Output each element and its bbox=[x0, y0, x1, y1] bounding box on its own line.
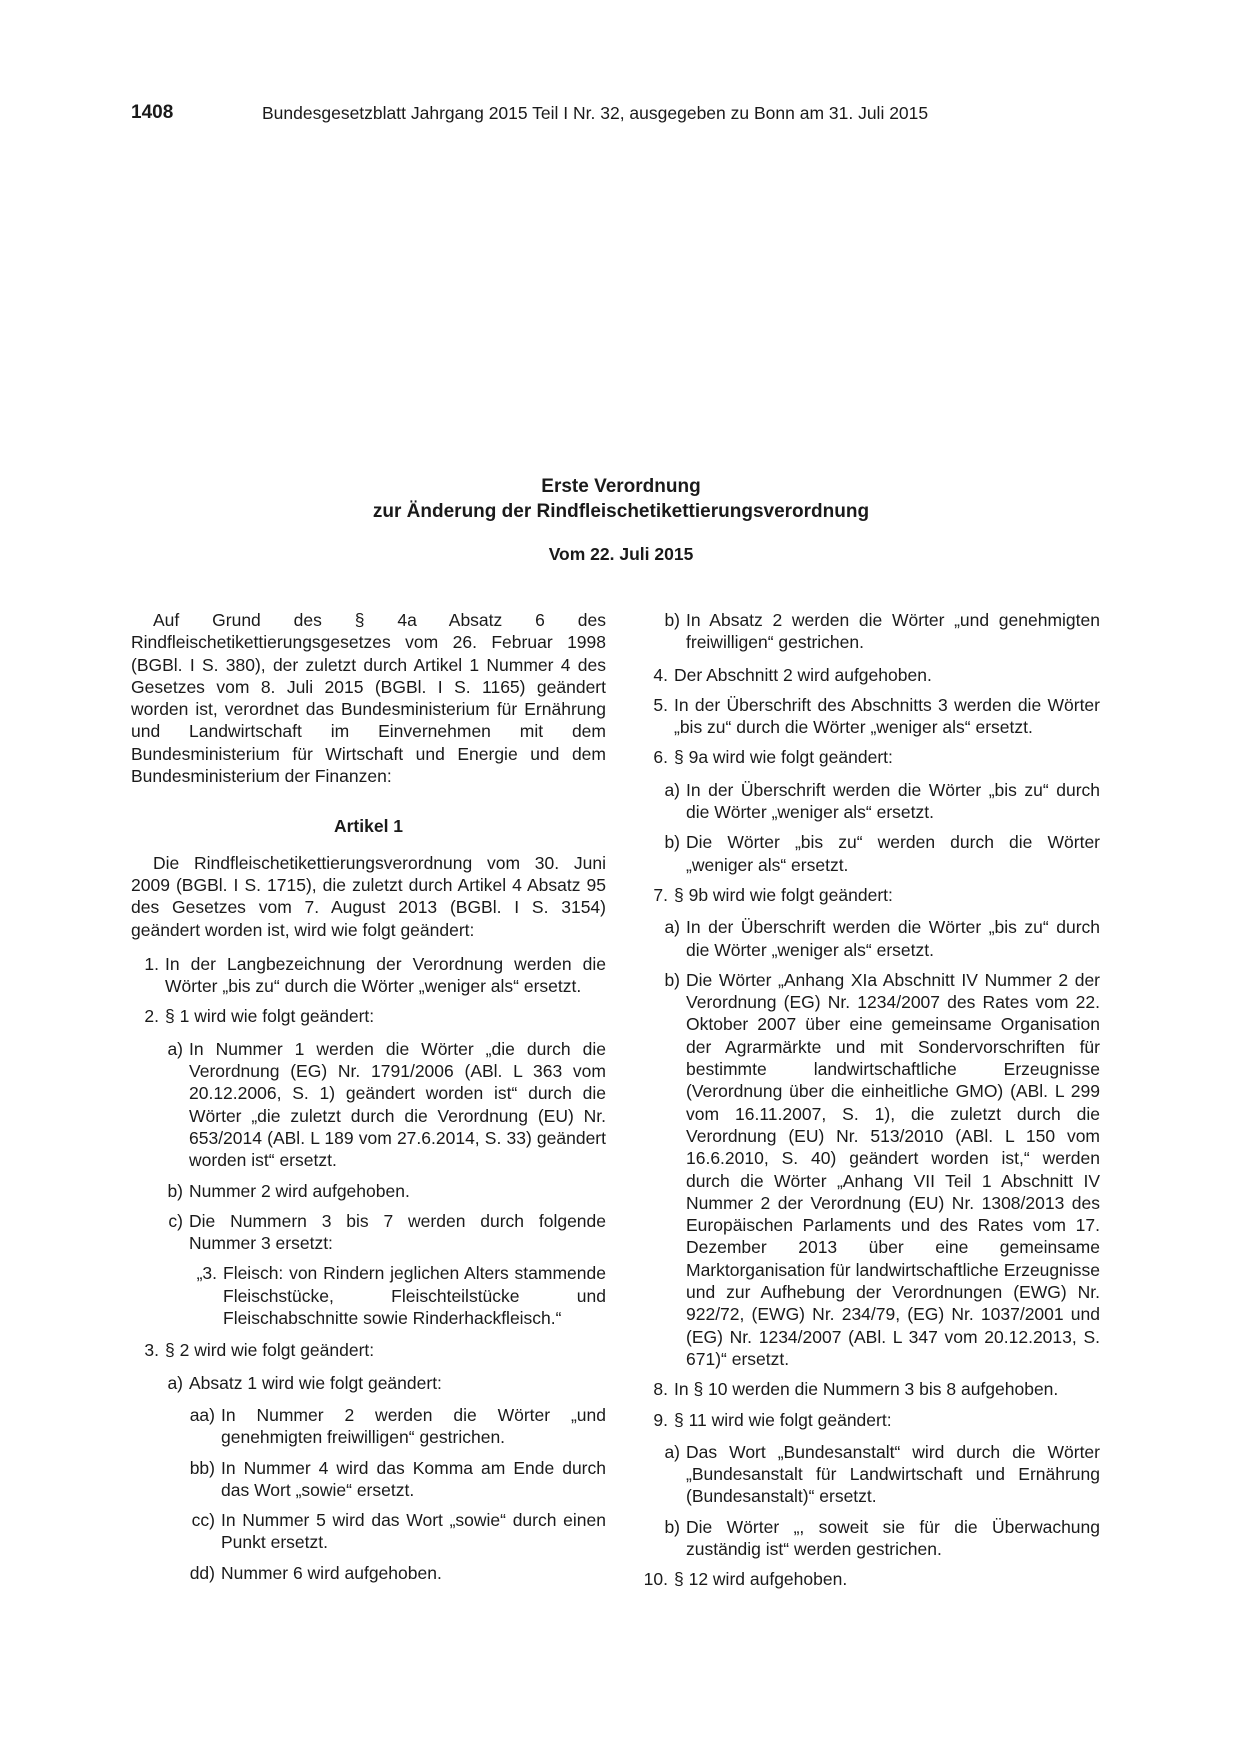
item-label: 1. bbox=[144, 953, 159, 974]
item-text: § 11 wird wie folgt geändert: bbox=[674, 1409, 892, 1430]
item-label: 8. bbox=[653, 1379, 668, 1400]
item-text: Das Wort „Bundesanstalt“ wird durch die Wörter „Bundesanstalt für Landwirtschaft und Ernährung (Bundesanstalt)“ ersetzt. bbox=[686, 1441, 1100, 1507]
item-text: In Nummer 2 werden die Wörter „und genehmigten freiwilligen“ gestrichen. bbox=[221, 1404, 606, 1448]
page-header bbox=[131, 101, 1011, 125]
article-heading: Artikel 1 bbox=[333, 816, 404, 837]
item-label: a) bbox=[664, 917, 680, 938]
document-date: Vom 22. Juli 2015 bbox=[548, 544, 694, 564]
list-item-3a bbox=[165, 1372, 606, 1394]
item-text: Die Nummern 3 bis 7 werden durch folgende Nummer 3 ersetzt: bbox=[189, 1210, 606, 1254]
list-item-10 bbox=[630, 1568, 1100, 1590]
list-item-9 bbox=[630, 1409, 1100, 1431]
item-label: 9. bbox=[653, 1409, 668, 1430]
list-item-6b bbox=[660, 831, 1100, 876]
item-text: In der Überschrift werden die Wörter „bis zu“ durch die Wörter „weniger als“ ersetzt. bbox=[686, 917, 1100, 960]
item-label: b) bbox=[664, 832, 680, 853]
item-text: In der Langbezeichnung der Verordnung werden die Wörter „bis zu“ durch die Wörter „weniger als“ ersetzt. bbox=[165, 953, 606, 997]
preamble: Auf Grund des § 4a Absatz 6 des Rindfleischetikettierungsgesetzes vom 26. Februar 1998 (BGBl. I S. 380), der zuletzt durch Artikel 1 Nummer 4 des Gesetzes vom 8. Juli 2015 (BGBl. I S. 1165) geändert worden ist, verordnet das Bundesministerium für Ernährung und Landwirtschaft im Einvernehmen mit dem Bundesministerium für Wirtschaft und Energie und dem Bundesministerium der Finanzen: bbox=[131, 610, 606, 787]
item-text: § 9a wird wie folgt geändert: bbox=[674, 747, 893, 768]
title-line-1: Erste Verordnung bbox=[541, 476, 701, 497]
item-label: a) bbox=[664, 779, 680, 800]
item-text: Die Wörter „bis zu“ werden durch die Wörter „weniger als“ ersetzt. bbox=[686, 832, 1100, 875]
item-text: In der Überschrift werden die Wörter „bis zu“ durch die Wörter „weniger als“ ersetzt. bbox=[686, 779, 1100, 823]
list-item-2a bbox=[165, 1038, 606, 1172]
item-text: Nummer 6 wird aufgehoben. bbox=[221, 1562, 442, 1583]
item-label: bb) bbox=[189, 1457, 215, 1478]
item-label: 7. bbox=[653, 884, 668, 905]
running-head: Bundesgesetzblatt Jahrgang 2015 Teil I Nr. 32, ausgegeben zu Bonn am 31. Juli 2015 bbox=[262, 103, 929, 123]
item-text: In Nummer 5 wird das Wort „sowie“ durch einen Punkt ersetzt. bbox=[221, 1510, 606, 1553]
item-label: cc) bbox=[191, 1510, 215, 1531]
item-label: 6. bbox=[653, 747, 668, 768]
item-text: Der Abschnitt 2 wird aufgehoben. bbox=[674, 664, 932, 685]
list-item-3bb bbox=[189, 1457, 606, 1502]
list-item-3dd bbox=[189, 1562, 606, 1584]
item-text: Die Wörter „Anhang XIa Abschnitt IV Nummer 2 der Verordnung (EG) Nr. 1234/2007 des Rates vom 22. Oktober 2007 über eine gemeinsame Organisation der Agrarmärkte und mit Sondervorschriften für bestimmte landwirtschaftliche Erzeugnisse (Verordnung über die einheitliche GMO) (ABl. L 299 vom 16.11.2007, S. 1), die zuletzt durch die Verordnung (EU) Nr. 513/2010 (ABl. L 150 vom 16.6.2010, S. 40) geändert worden ist,“ werden durch die Wörter „Anhang VII Teil 1 Abschnitt IV Nummer 2 der Verordnung (EU) Nr. 1308/2013 des Europäischen Parlaments und des Rates vom 17. Dezember 2013 über eine gemeinsame Marktorganisation für landwirtschaftliche Erzeugnisse und zur Aufhebung der Verordnungen (EWG) Nr. 922/72, (EWG) Nr. 234/79, (EG) Nr. 1037/2001 und (EG) Nr. 1234/2007 (ABl. L 347 vom 20.12.2013, S. 671)“ ersetzt. bbox=[686, 969, 1100, 1369]
item-text: Fleisch: von Rindern jeglichen Alters stammende Fleischstücke, Fleischteilstücke und Fleischabschnitte sowie Rinderhackfleisch.“ bbox=[223, 1263, 606, 1329]
list-item-7 bbox=[630, 884, 1100, 906]
item-label: 2. bbox=[144, 1006, 159, 1027]
list-item-7a bbox=[660, 916, 1100, 961]
item-label: a) bbox=[167, 1372, 183, 1393]
list-item-9b bbox=[660, 1516, 1100, 1561]
list-item-1 bbox=[131, 953, 606, 998]
document-title bbox=[131, 474, 1111, 524]
list-item-7b bbox=[660, 969, 1100, 1370]
list-item-2 bbox=[131, 1005, 606, 1027]
item-text: Nummer 2 wird aufgehoben. bbox=[189, 1180, 410, 1201]
item-label: a) bbox=[664, 1441, 680, 1462]
list-item-6a bbox=[660, 779, 1100, 824]
left-column bbox=[131, 609, 606, 1592]
list-item-3aa bbox=[189, 1404, 606, 1449]
item-text: In Absatz 2 werden die Wörter „und genehmigten freiwilligen“ gestrichen. bbox=[686, 610, 1100, 653]
item-label: 4. bbox=[653, 664, 668, 685]
list-item-5 bbox=[630, 694, 1100, 739]
page-number: 1408 bbox=[131, 102, 174, 123]
item-text: Die Wörter „, soweit sie für die Überwachung zuständig ist“ werden gestrichen. bbox=[686, 1516, 1100, 1559]
item-label: 3. bbox=[144, 1340, 159, 1361]
title-line-2: zur Änderung der Rindfleischetikettierungsverordnung bbox=[372, 501, 870, 522]
item-text: In § 10 werden die Nummern 3 bis 8 aufgehoben. bbox=[674, 1379, 1059, 1400]
item-label: a) bbox=[167, 1038, 183, 1059]
list-item-3cc bbox=[189, 1509, 606, 1554]
item-label: 5. bbox=[653, 694, 668, 715]
list-item-2c bbox=[165, 1210, 606, 1255]
list-item-3b bbox=[660, 609, 1100, 654]
item-text: Absatz 1 wird wie folgt geändert: bbox=[189, 1372, 442, 1393]
item-label: „3. bbox=[196, 1263, 217, 1284]
list-item-2b bbox=[165, 1180, 606, 1202]
article-intro: Die Rindfleischetikettierungsverordnung vom 30. Juni 2009 (BGBl. I S. 1715), die zuletzt durch Artikel 4 Absatz 95 des Gesetzes vom 7. August 2013 (BGBl. I S. 3154) geändert worden ist, wird wie folgt geändert: bbox=[131, 852, 606, 940]
item-text: § 1 wird wie folgt geändert: bbox=[165, 1006, 375, 1027]
right-column bbox=[630, 609, 1100, 1599]
item-text: In Nummer 4 wird das Komma am Ende durch das Wort „sowie“ ersetzt. bbox=[221, 1457, 606, 1500]
item-text: In Nummer 1 werden die Wörter „die durch die Verordnung (EG) Nr. 1791/2006 (ABl. L 363 vom 20.12.2006, S. 1) geändert worden ist“ durch die Wörter „die zuletzt durch die Verordnung (EU) Nr. 653/2014 (ABl. L 189 vom 27.6.2014, S. 33) geändert worden ist“ ersetzt. bbox=[189, 1038, 606, 1171]
item-label: 10. bbox=[643, 1569, 668, 1590]
list-item-6 bbox=[630, 746, 1100, 768]
quoted-replacement bbox=[189, 1262, 606, 1329]
item-label: b) bbox=[664, 969, 680, 990]
item-label: aa) bbox=[189, 1404, 215, 1425]
item-label: dd) bbox=[189, 1562, 215, 1583]
item-label: c) bbox=[168, 1210, 183, 1231]
list-item-9a bbox=[660, 1441, 1100, 1508]
item-label: b) bbox=[664, 610, 680, 630]
item-text: § 9b wird wie folgt geändert: bbox=[674, 884, 893, 905]
list-item-8 bbox=[630, 1378, 1100, 1400]
list-item-3 bbox=[131, 1339, 606, 1361]
item-text: In der Überschrift des Abschnitts 3 werden die Wörter „bis zu“ durch die Wörter „weniger als“ ersetzt. bbox=[674, 694, 1100, 738]
item-text: § 2 wird wie folgt geändert: bbox=[165, 1340, 375, 1361]
list-item-4 bbox=[630, 664, 1100, 686]
item-text: § 12 wird aufgehoben. bbox=[674, 1569, 848, 1590]
item-label: b) bbox=[664, 1516, 680, 1537]
item-label: b) bbox=[167, 1180, 183, 1201]
